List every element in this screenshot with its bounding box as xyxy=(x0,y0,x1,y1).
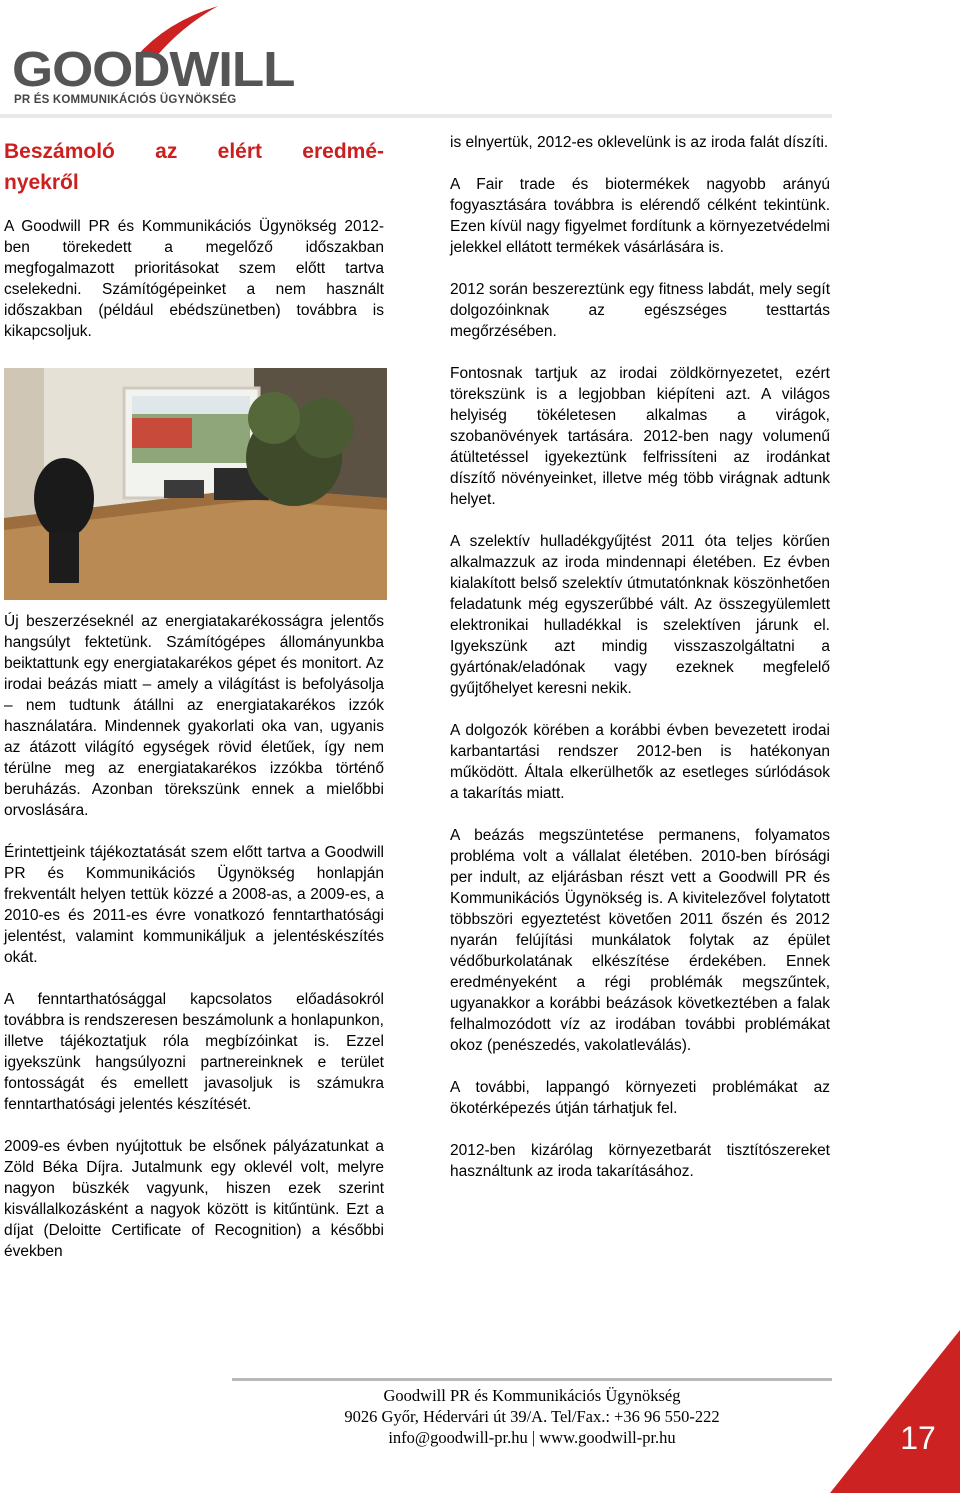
paragraph: 2012 során beszereztünk egy fitness labdát, mely segít dolgozóinknak az egészséges testtartás megőrzésében. xyxy=(450,281,830,340)
office-photo-image xyxy=(4,368,387,600)
heading-line-2: nyekről xyxy=(4,171,79,194)
left-column-main xyxy=(4,611,384,1283)
paragraph: A szelektív hulladékgyűjtést 2011 óta teljes körűen alkalmazzuk az iroda mindennapi életében. Ez évben kialakított belső szelektív útmutatónknak köszönhetően feladatunk még egyszerűbbé vált. Az összegyülemlett elektronikai hulladékkal is szelektíven járunk el. Igyekszünk azt mindig visszaszolgáltatni a gyártónak/eladónak vagy ezeknek megfelelő gyűjtőhelyet keresni nekik. xyxy=(450,533,830,697)
office-photo xyxy=(4,368,387,600)
logo-wordmark: GOODWILL xyxy=(12,43,295,97)
page-number: 17 xyxy=(900,1420,936,1456)
footer-address: 9026 Győr, Hédervári út 39/A. Tel/Fax.: +36 96 550-222 xyxy=(344,1407,720,1426)
paragraph: 2012-ben kizárólag környezetbarát tisztítószereket használtunk az iroda takarításához. xyxy=(450,1142,830,1180)
footer-company: Goodwill PR és Kommunikációs Ügynökség xyxy=(383,1386,681,1405)
heading-line-1: Beszámoló az elért eredmé- xyxy=(4,140,384,163)
paragraph: is elnyertük, 2012-es oklevelünk is az iroda falát díszíti. xyxy=(450,134,829,151)
paragraph: A beázás megszüntetése permanens, folyamatos probléma volt a vállalat életében. 2010-ben bírósági per indult, az eljárásban részt vett a Goodwill PR és Kommunikációs Ügynökség is. A kivitelezővel folytatott többszöri egyeztetést követően 2011 őszén és 2012 nyarán felújítási munkálatok folytak az épület védőburkolatának elkészítése érdekében. Ennek eredményeként a régi problémák megszűntek, ugyanakkor a korábbi beázások következtében a falak felhalmozódott víz az irodában további problémákat okoz (penészedés, vakolatleválás). xyxy=(450,827,830,1054)
paragraph: A fenntarthatósággal kapcsolatos előadásokról továbbra is rendszeresen beszámolunk a honlapunkon, illetve tájékoztatjuk róla megbízóinkat is. Ezzel igyekszünk hangsúlyozni partnereinknek e terület fontosságát és emellett javasoljuk is számukra fenntarthatósági jelentés készítését. xyxy=(4,991,384,1113)
paragraph: A további, lappangó környezeti problémákat az ökotérképezés útján tárhatjuk fel. xyxy=(450,1079,830,1117)
footer xyxy=(232,1385,832,1448)
footer-contact[interactable]: info@goodwill-pr.hu | www.goodwill-pr.hu xyxy=(388,1428,676,1447)
paragraph: A Goodwill PR és Kommunikációs Ügynökség 2012-ben törekedett a megelőző időszakban megfogalmazott prioritásokat szem előtt tartva cselekedni. Számítógépeinket a nem használt időszakban (például ebédszünetben) továbbra is kikapcsoljuk. xyxy=(4,218,384,340)
paragraph: Fontosnak tartjuk az irodai zöldkörnyezetet, ezért törekszünk is a legjobban kiépíteni azt. A világos helyiség tökéletesen alkalmas a virágok, szobanövények tartására. 2012-ben nagy volumenű átültetéssel igyekeztünk felfrissíteni az irodánkat díszítő növényeinket, illetve még több virágnak adtunk helyet. xyxy=(450,365,830,508)
section-heading xyxy=(4,136,384,198)
paragraph: Új beszerzéseknél az energiatakarékosságra jelentős hangsúlyt fektetünk. Számítógépes állományunkba beiktattunk egy energiatakarékos gépet és monitort. Az irodai beázás miatt – amely a világítást is befolyásolja – nem tudtunk átállni az energiatakarékos izzók használatára. Mindennek gyakorlati oka van, ugyanis az átázott világító egységek rövid életűek, így nem térülne meg az energiatakarékos izzókba történő beruházás. Azonban törekszünk ennek a mielőbbi orvoslására. xyxy=(4,613,384,819)
footer-divider xyxy=(232,1378,832,1381)
page-corner-triangle xyxy=(830,1330,960,1493)
logo-tagline: PR ÉS KOMMUNIKÁCIÓS ÜGYNÖKSÉG xyxy=(14,94,237,106)
right-column xyxy=(450,132,830,1203)
paragraph: Érintettjeink tájékoztatását szem előtt tartva a Goodwill PR és Kommunikációs Ügynökség honlapján frekventált helyen tettük közzé a 2008-as, a 2009-es, a 2010-es és 2011-es évre vonatkozó fenntarthatósági jelentést, valamint kommunikáljuk a jelentéskészítés okát. xyxy=(4,844,384,966)
paragraph: A dolgozók körében a korábbi évben bevezetett irodai karbantartási rendszer 2012-ben is hatékonyan működött. Általa elkerülhetők az esetleges súrlódások a takarítás miatt. xyxy=(450,722,830,802)
left-column-top xyxy=(4,216,384,363)
paragraph: 2009-es évben nyújtottuk be elsőnek pályázatunkat a Zöld Béka Díjra. Jutalmunk egy oklevél volt, melyre nagyon büszkék vagyunk, hiszen ezek szerint kisvállalkozásként a nagyok között is kitűntünk. Ezt a díjat (Deloitte Certificate of Recognition) a későbbi években xyxy=(4,1138,384,1260)
header-divider xyxy=(0,114,832,118)
paragraph: A Fair trade és biotermékek nagyobb arányú fogyasztására továbbra is elérendő célként tekintünk. Ezen kívül nagy figyelmet fordítunk a környezetvédelmi jelekkel ellátott termékek vásárlására is. xyxy=(450,176,830,256)
company-logo xyxy=(8,2,295,110)
